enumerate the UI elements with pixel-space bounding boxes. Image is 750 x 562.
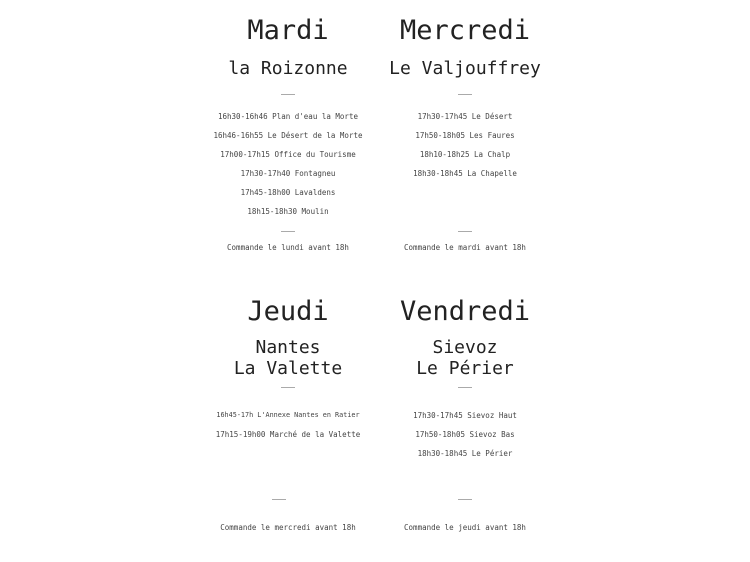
divider xyxy=(281,94,295,95)
stop-item: 17h45-18h00 Lavaldens xyxy=(240,188,336,197)
stop-item: 18h10-18h25 La Chalp xyxy=(419,150,511,159)
place-name: La Valette xyxy=(233,358,343,379)
divider xyxy=(281,231,295,232)
day-title: Mercredi xyxy=(399,15,531,46)
schedule-wednesday xyxy=(380,16,550,183)
stop-item: 17h30-17h45 Sievoz Haut xyxy=(413,411,517,420)
stop-item: 18h30-18h45 Le Périer xyxy=(417,449,513,458)
stop-item: 17h50-18h05 Sievoz Bas xyxy=(415,430,515,439)
stop-item: 17h30-17h40 Fontagneu xyxy=(240,169,336,178)
stop-item: 16h46-16h55 Le Désert de la Morte xyxy=(213,131,363,140)
stop-item: 16h45-17h L'Annexe Nantes en Ratier xyxy=(216,411,360,419)
schedule-thursday xyxy=(203,297,373,444)
schedule-friday xyxy=(380,297,550,463)
order-note: Commande le mardi avant 18h xyxy=(404,243,526,252)
day-title: Mardi xyxy=(247,15,329,46)
stop-item: 17h30-17h45 Le Désert xyxy=(417,112,513,121)
divider xyxy=(458,94,472,95)
day-title: Jeudi xyxy=(247,296,329,327)
place-name: Le Périer xyxy=(416,358,514,379)
order-note: Commande le lundi avant 18h xyxy=(227,243,349,252)
stop-item: 17h50-18h05 Les Faures xyxy=(415,131,515,140)
divider xyxy=(458,231,472,232)
place-name: Nantes xyxy=(255,337,321,358)
schedule-tuesday xyxy=(203,16,373,221)
order-note: Commande le mercredi avant 18h xyxy=(220,523,356,532)
place-name: Le Valjouffrey xyxy=(389,58,541,79)
divider xyxy=(281,387,295,388)
place-name: Sievoz xyxy=(432,337,498,358)
stop-item: 18h15-18h30 Moulin xyxy=(247,207,329,216)
divider xyxy=(458,499,472,500)
order-note: Commande le jeudi avant 18h xyxy=(404,523,526,532)
stop-item: 16h30-16h46 Plan d'eau la Morte xyxy=(218,112,358,121)
divider xyxy=(272,499,286,500)
place-name: la Roizonne xyxy=(228,58,348,79)
stop-item: 18h30-18h45 La Chapelle xyxy=(413,169,517,178)
divider xyxy=(458,387,472,388)
stop-item: 17h15-19h00 Marché de la Valette xyxy=(215,430,361,439)
stop-item: 17h00-17h15 Office du Tourisme xyxy=(220,150,356,159)
day-title: Vendredi xyxy=(399,296,531,327)
